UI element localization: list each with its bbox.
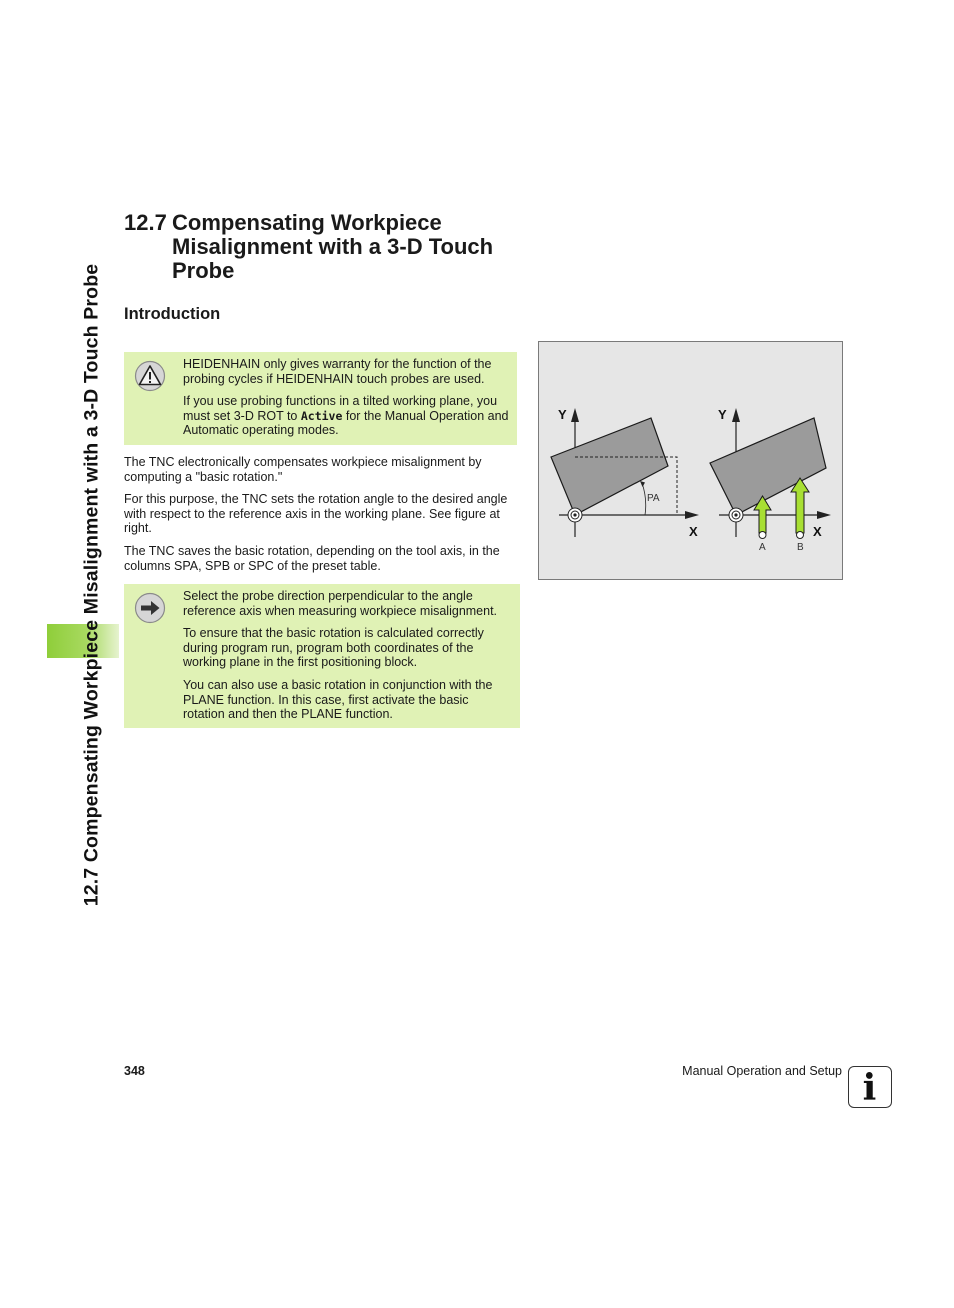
body-text — [124, 455, 520, 581]
tip-paragraph-2: To ensure that the basic rotation is calculated correctly during program run, program both coordinates of the working plane in the first positioning block. — [183, 626, 484, 670]
warning-paragraph-1: HEIDENHAIN only gives warranty for the function of the probing cycles if HEIDENHAIN touch probes are used. — [183, 357, 492, 386]
left-y-axis-label: Y — [558, 407, 567, 422]
basic-rotation-diagram — [539, 342, 842, 579]
warning-note — [124, 352, 517, 445]
setting-value-code: Active — [300, 408, 343, 423]
workpiece-misaligned-probed — [710, 418, 826, 515]
left-x-axis-label: X — [689, 524, 698, 539]
chapter-title-text: Compensating Workpiece Misalignment with a 3-D Touch Probe — [172, 210, 494, 283]
page-number: 348 — [124, 1064, 145, 1078]
basic-rotation-figure — [538, 341, 843, 580]
arrow-right-icon — [134, 592, 166, 624]
section-title: Introduction — [124, 305, 221, 323]
tip-paragraph-1: Select the probe direction perpendicular to the angle reference axis when measuring workpiece misalignment. — [183, 589, 498, 618]
warning-paragraph-2: If you use probing functions in a tilted working plane, you must set 3-D ROT to Active for the Manual Operation and Automatic operating modes. — [183, 394, 509, 438]
warning-triangle-icon — [134, 360, 166, 392]
body-paragraph-1: The TNC electronically compensates workpiece misalignment by computing a "basic rotation." — [124, 455, 482, 484]
rotation-angle-label: PA — [647, 493, 660, 504]
tip-note — [124, 584, 520, 728]
probe-point-a-label: A — [759, 542, 766, 553]
right-diagram — [710, 407, 831, 553]
right-y-axis-label: Y — [718, 407, 727, 422]
left-diagram — [551, 407, 699, 539]
probe-arrow-b — [791, 478, 809, 533]
footer-title: Manual Operation and Setup — [682, 1064, 842, 1078]
side-chapter-title: 12.7 Compensating Workpiece Misalignment with a 3-D Touch Probe — [80, 263, 103, 907]
info-glyph: i — [862, 1067, 877, 1106]
body-paragraph-2: For this purpose, the TNC sets the rotation angle to the desired angle with respect to the reference axis in the working plane. See figure at right. — [124, 492, 508, 536]
body-paragraph-3: The TNC saves the basic rotation, depending on the tool axis, in the columns SPA, SPB or SPC of the preset table. — [124, 543, 500, 573]
info-icon — [848, 1066, 892, 1108]
chapter-number: 12.7 — [124, 210, 167, 235]
tip-paragraph-3: You can also use a basic rotation in conjunction with the PLANE function. In this case, first activate the basic rotation and then the PLANE function. — [183, 677, 493, 722]
right-x-axis-label: X — [813, 524, 822, 539]
chapter-title — [124, 211, 544, 283]
probe-point-b-label: B — [797, 542, 804, 553]
